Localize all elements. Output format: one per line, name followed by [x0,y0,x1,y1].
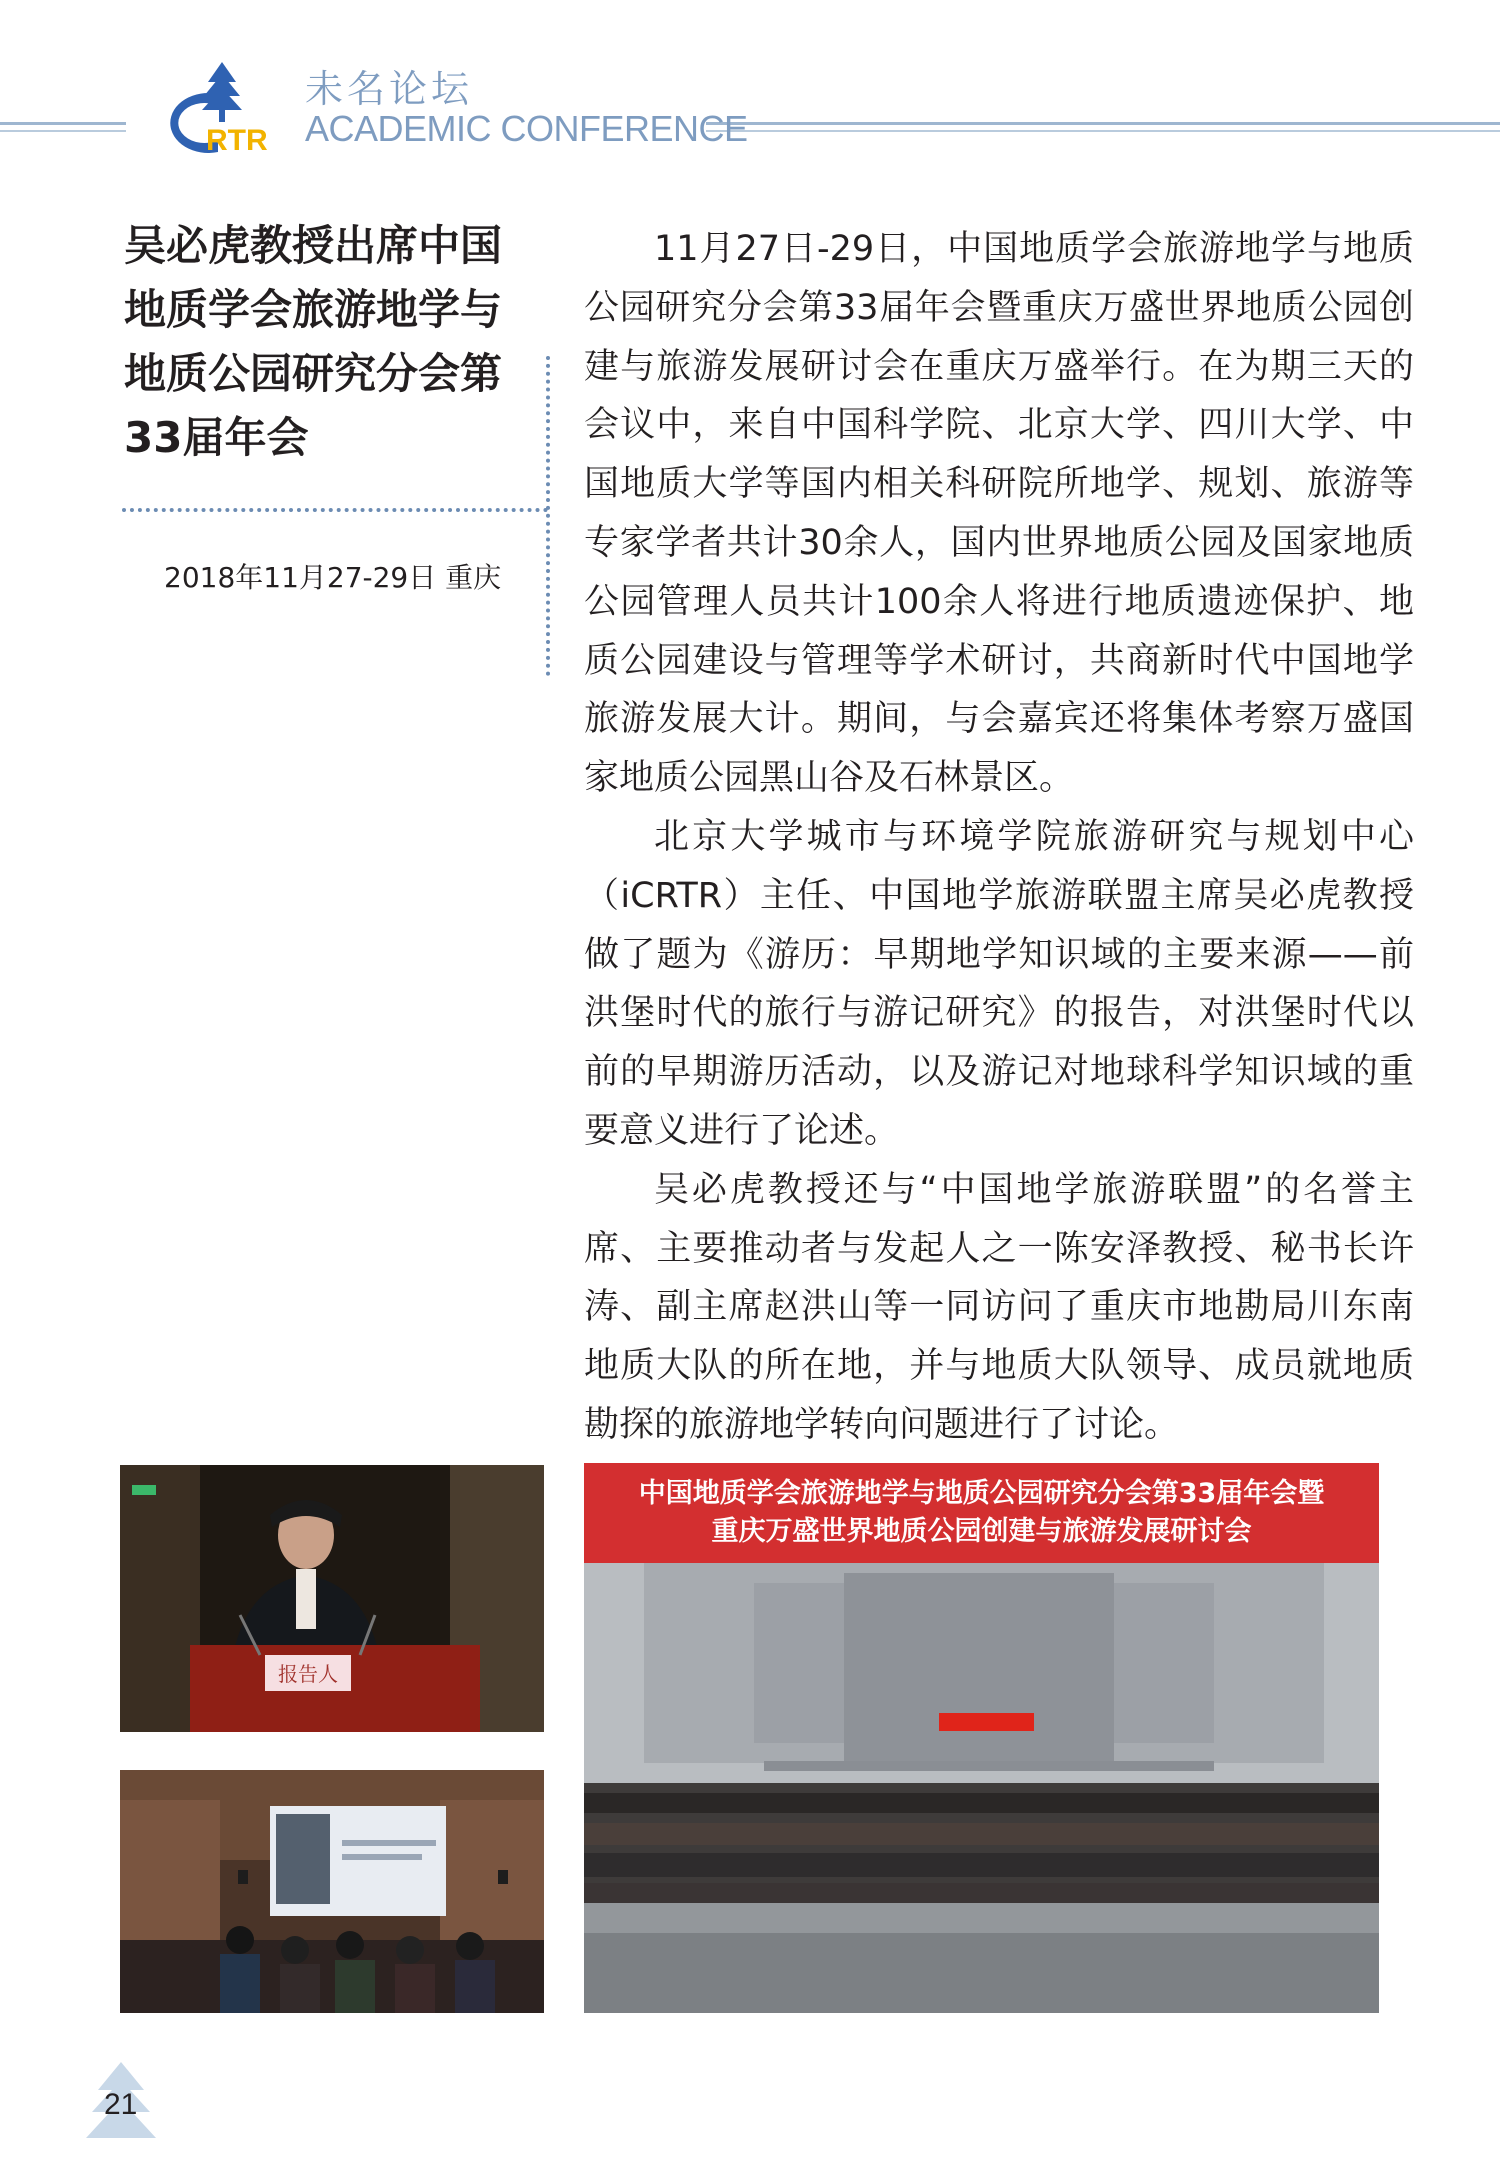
title-line: 吴必虎教授出席中国 [124,221,503,270]
podium-sign: 报告人 [278,1662,338,1686]
dotted-divider-horizontal [122,508,548,512]
article-title [124,214,534,470]
icrtr-logo [148,62,290,154]
section-title-en: ACADEMIC CONFERENCE [305,108,748,149]
date-location: 2018年11月27-29日 重庆 [164,561,502,594]
paragraph: 北京大学城市与环境学院旅游研究与规划中心（iCRTR）主任、中国地学旅游联盟主席吴必虎教授做了题为《游历：早期地学知识域的主要来源——前洪堡时代的旅行与游记研究》的报告，对洪堡时代以前的早期游历活动，以及游记对地球科学知识域的重要意义进行了论述。 [584,816,1414,1151]
banner-line: 重庆万盛世界地质公园创建与旅游发展研讨会 [711,1516,1252,1547]
conference-hall-photo [120,1770,544,2013]
title-line: 地质公园研究分会第 [124,349,503,398]
banner-line: 中国地质学会旅游地学与地质公园研究分会第33届年会暨 [638,1478,1325,1509]
title-line: 33届年会 [124,413,309,462]
group-photo [584,1463,1379,2013]
dotted-divider-vertical [546,356,550,676]
logo-text: RTR [206,124,268,154]
title-line: 地质学会旅游地学与 [124,285,503,334]
page-number: 21 [104,2088,138,2121]
paragraph: 吴必虎教授还与“中国地学旅游联盟”的名誉主席、主要推动者与发起人之一陈安泽教授、秘书长许涛、副主席赵洪山等一同访问了重庆市地勘局川东南地质大队的所在地，并与地质大队领导、成员就地质勘探的旅游地学转向问题进行了讨论。 [584,1169,1414,1445]
group-photo-banner [584,1463,1379,1563]
speaker-photo [120,1465,544,1732]
paragraph: 11月27日-29日，中国地质学会旅游地学与地质公园研究分会第33届年会暨重庆万盛世界地质公园创建与旅游发展研讨会在重庆万盛举行。在为期三天的会议中，来自中国科学院、北京大学、四川大学、中国地质大学等国内相关科研院所地学、规划、旅游等专家学者共计30余人，国内世界地质公园及国家地质公园管理人员共计100余人将进行地质遗迹保护、地质公园建设与管理等学术研讨，共商新时代中国地学旅游发展大计。期间，与会嘉宾还将集体考察万盛国家地质公园黑山谷及石林景区。 [584,229,1414,799]
article-body [584,220,1414,1455]
section-title-cn: 未名论坛 [305,67,474,111]
